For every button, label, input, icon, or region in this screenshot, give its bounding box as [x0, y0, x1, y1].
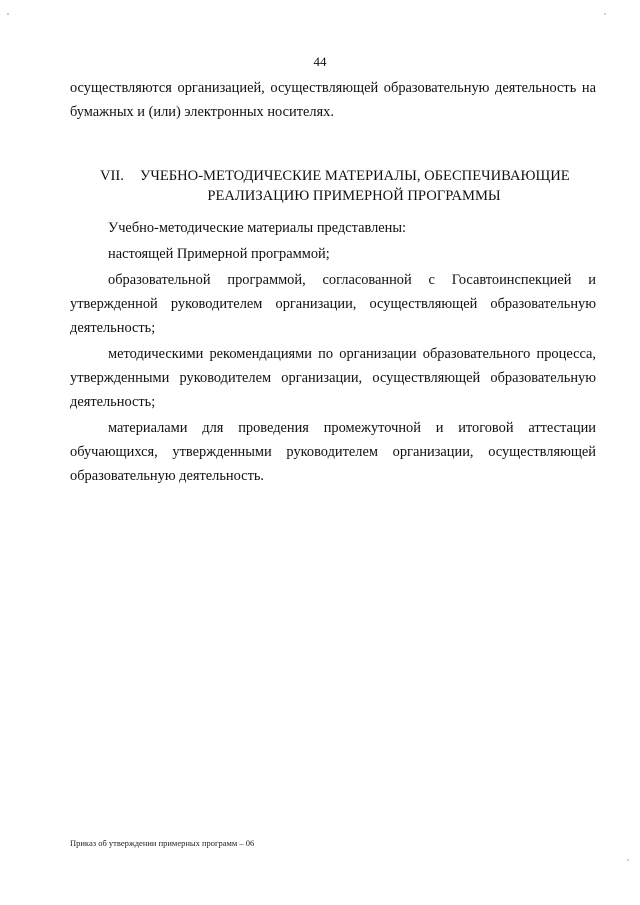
paragraph-attestation-materials: материалами для проведения промежуточной и итоговой аттестации обучающихся, утвержденными руководителем организации, осуществляющей образовательную деятельность.	[70, 420, 596, 484]
paragraph-educational-program: образовательной программой, согласованной с Госавтоинспекцией и утвержденной руководителем организации, осуществляющей образовательную деятельность;	[70, 272, 596, 336]
page-number: 44	[313, 54, 327, 69]
paragraph-methodical-recommendations: методическими рекомендациями по организации образовательного процесса, утвержденными руководителем организации, осуществляющей образовательную деятельность;	[70, 346, 596, 410]
section-number: VII.	[100, 168, 124, 184]
section-title-line1: УЧЕБНО-МЕТОДИЧЕСКИЕ МАТЕРИАЛЫ, ОБЕСПЕЧИВАЮЩИЕ	[140, 168, 570, 184]
paragraph-materials-intro: Учебно-методические материалы представлены:	[108, 220, 407, 236]
intro-paragraph: осуществляются организацией, осуществляющей образовательную деятельность на бумажных и (или) электронных носителях.	[70, 80, 596, 120]
section-heading	[70, 166, 596, 206]
section-title-line2: РЕАЛИЗАЦИЮ ПРИМЕРНОЙ ПРОГРАММЫ	[207, 188, 501, 204]
page-footer: Приказ об утверждении примерных программ – 06	[70, 838, 255, 848]
section-body	[70, 216, 596, 490]
section-heading-line1	[70, 166, 596, 186]
paragraph-program: настоящей Примерной программой;	[108, 246, 330, 262]
